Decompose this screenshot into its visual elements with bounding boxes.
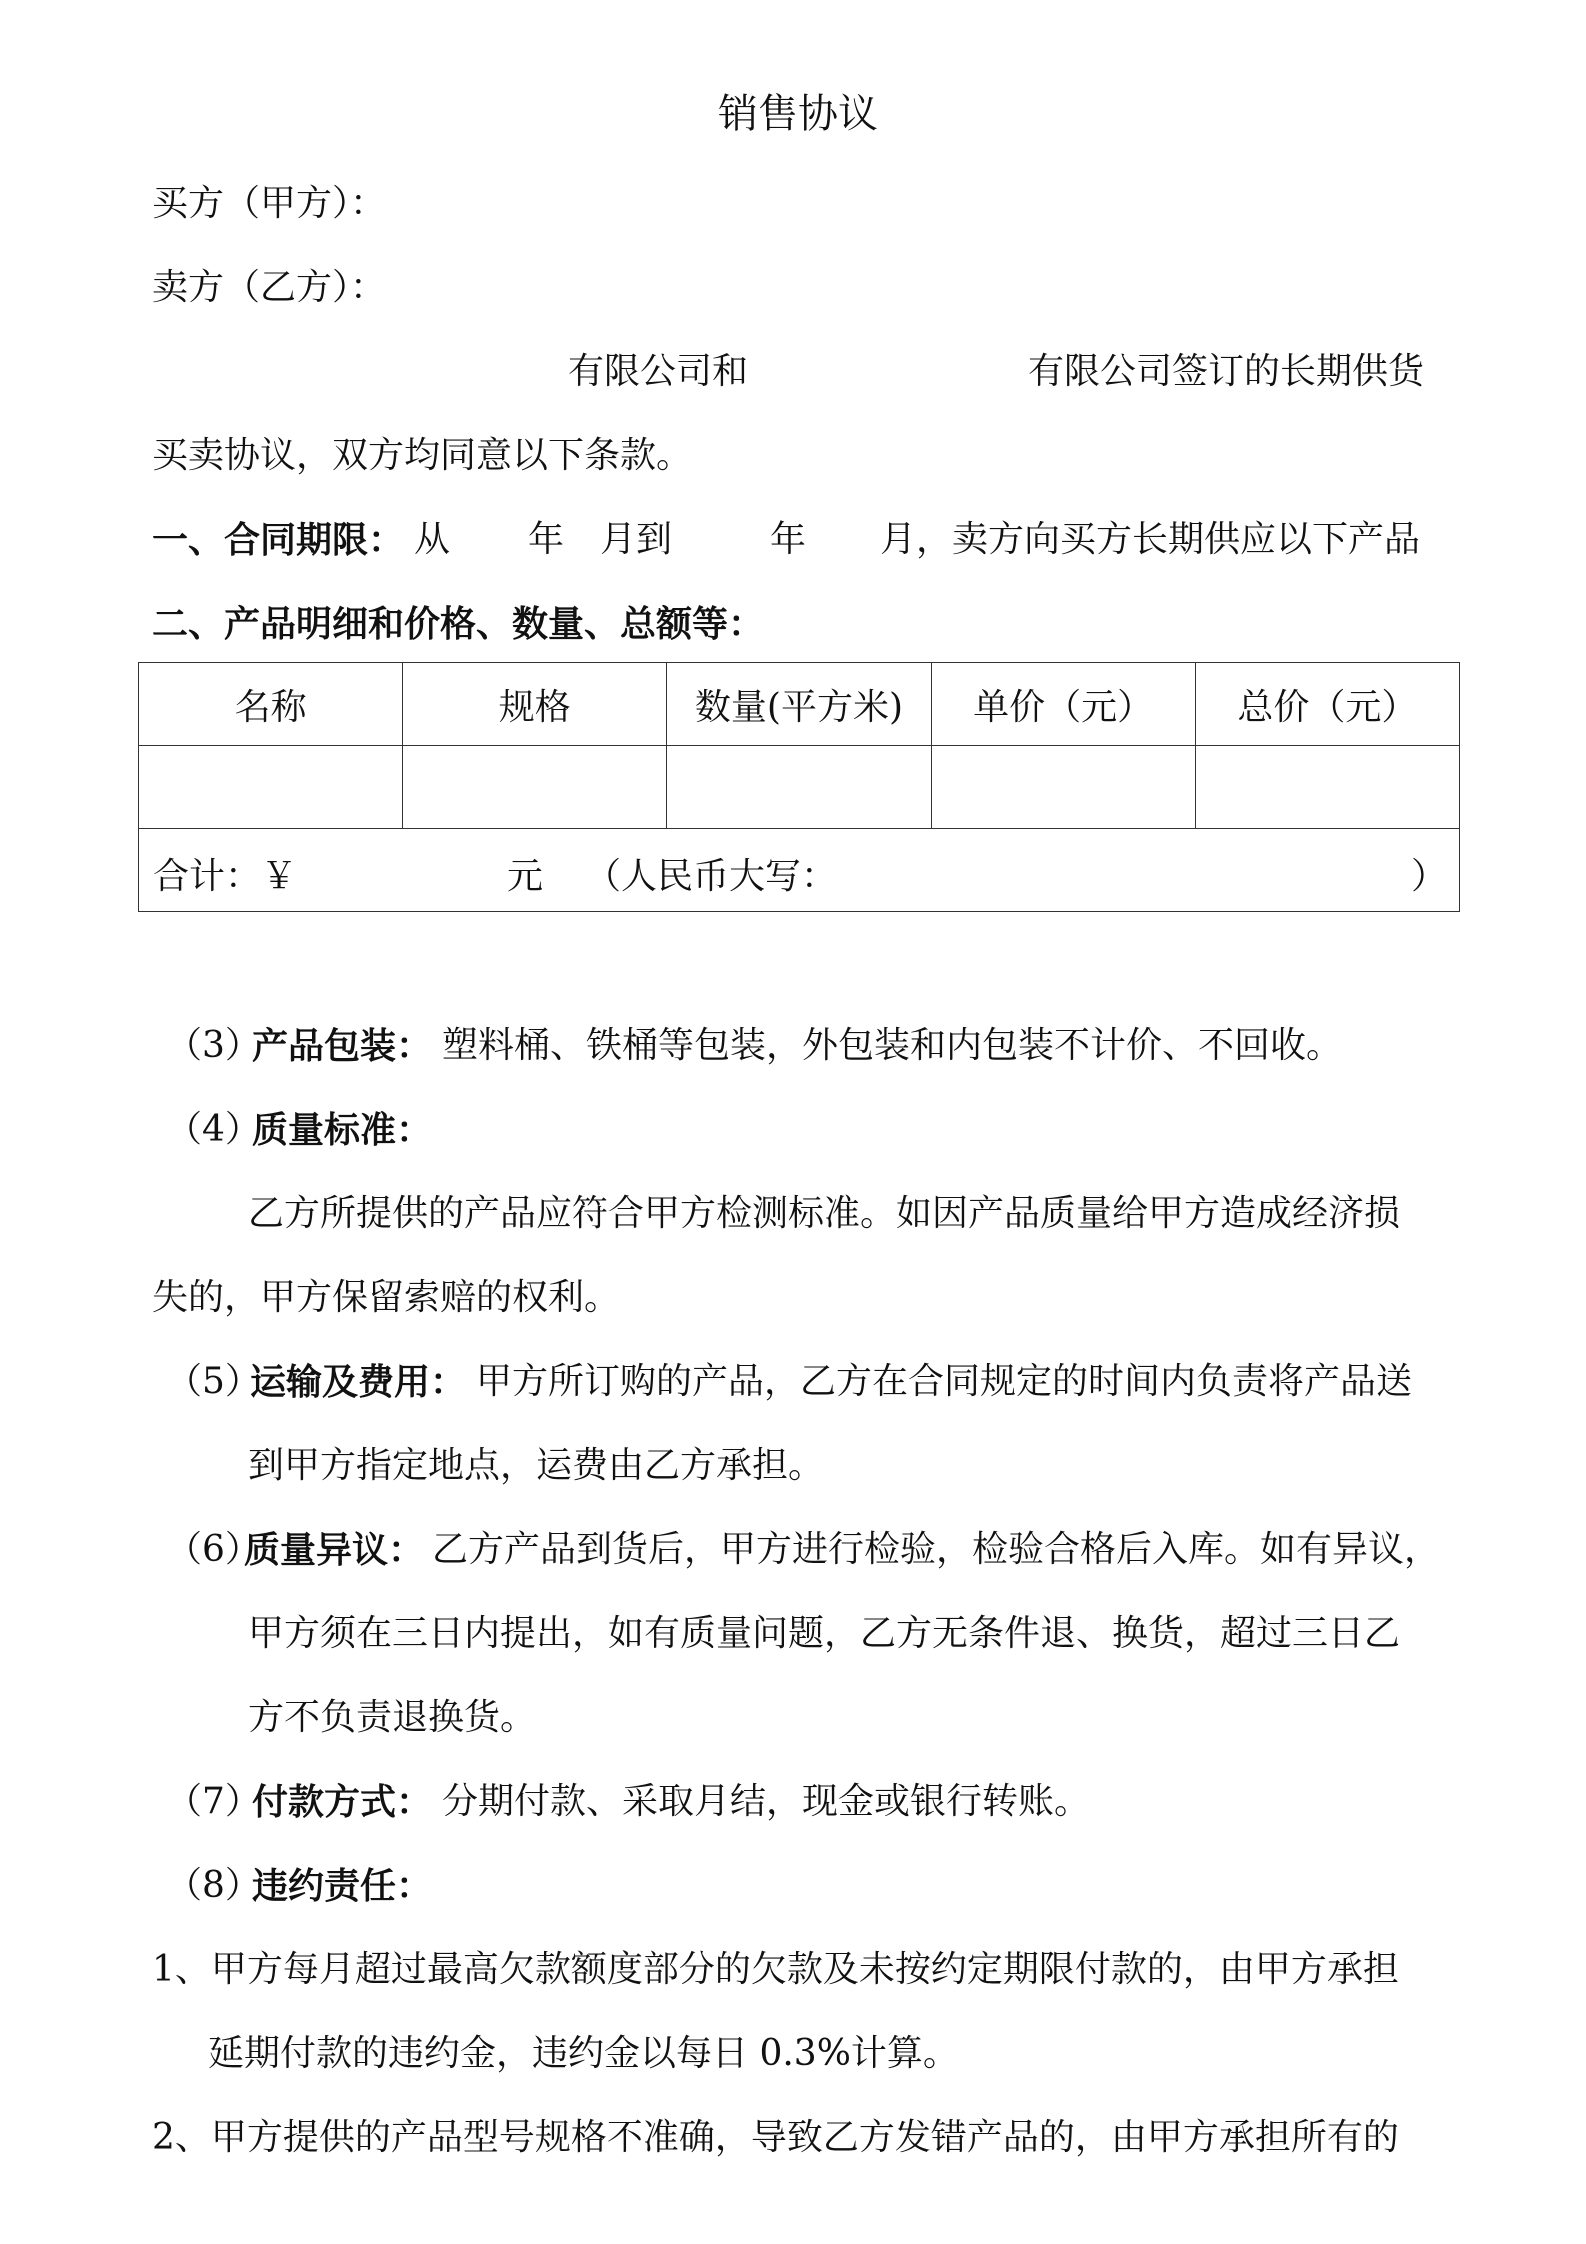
clause-4-line-2: 失的，甲方保留索赔的权利。 [152, 1277, 621, 1318]
term-from: 从 [414, 519, 451, 560]
term-rest: 月，卖方向买方长期供应以下产品 [880, 519, 1421, 560]
cell-total-price [1195, 746, 1459, 829]
table-row [139, 746, 1460, 829]
clause-3-text: 塑料桶、铁桶等包装，外包装和内包装不计价、不回收。 [442, 1025, 1343, 1066]
cell-name [139, 746, 403, 829]
clause-8-title: 违约责任： [252, 1865, 433, 1907]
clause-7-number: （7） [166, 1781, 261, 1822]
clause-6-number: （6） [166, 1529, 261, 1570]
buyer-label: 买方（甲方）： [152, 183, 387, 224]
header-unit-price: 单价（元） [931, 663, 1195, 746]
clause-6-line-1: 乙方产品到货后，甲方进行检验，检验合格后入库。如有异议， [432, 1529, 1441, 1570]
liability-2-line-1: 2、甲方提供的产品型号规格不准确，导致乙方发错产品的，由甲方承担所有的 [152, 2117, 1399, 2158]
term-month-to: 月到 [600, 519, 673, 560]
liability-1-line-1: 1、甲方每月超过最高欠款额度部分的欠款及未按约定期限付款的，由甲方承担 [152, 1949, 1399, 1990]
total-cell [139, 829, 1460, 912]
header-total-price: 总价（元） [1195, 663, 1459, 746]
clause-5-number: （5） [166, 1361, 261, 1402]
clause-3-title: 产品包装： [252, 1025, 433, 1067]
cell-unit-price [931, 746, 1195, 829]
table-total-row [139, 829, 1460, 912]
intro-text-3: 买卖协议，双方均同意以下条款。 [152, 435, 693, 476]
product-table [138, 662, 1460, 912]
intro-text-1: 有限公司和 [568, 351, 749, 392]
clause-4-title: 质量标准： [252, 1109, 433, 1151]
header-quantity: 数量(平方米) [667, 663, 931, 746]
rmb-close: ） [1411, 856, 1448, 897]
clause-7-title: 付款方式： [252, 1781, 433, 1823]
clause-6-line-2: 甲方须在三日内提出，如有质量问题，乙方无条件退、换货，超过三日乙 [248, 1613, 1401, 1654]
header-name: 名称 [139, 663, 403, 746]
clause-5-title: 运输及费用： [250, 1361, 467, 1403]
header-spec: 规格 [403, 663, 667, 746]
term-heading: 一、合同期限： [152, 519, 405, 561]
rmb-label: （人民币大写： [585, 856, 838, 897]
clause-5-line-2: 到甲方指定地点，运费由乙方承担。 [248, 1445, 825, 1486]
cell-spec [403, 746, 667, 829]
term-year-2: 年 [770, 519, 807, 560]
seller-label: 卖方（乙方）： [152, 267, 387, 308]
total-label: 合计：￥ [153, 856, 298, 897]
liability-1-line-2: 延期付款的违约金，违约金以每日 0.3%计算。 [208, 2033, 959, 2074]
intro-text-2: 有限公司签订的长期供货 [1028, 351, 1425, 392]
clause-5-line-1: 甲方所订购的产品，乙方在合同规定的时间内负责将产品送 [476, 1361, 1413, 1402]
clause-6-line-3: 方不负责退换货。 [248, 1697, 537, 1738]
products-heading: 二、产品明细和价格、数量、总额等： [152, 603, 765, 645]
clause-3-number: （3） [166, 1025, 261, 1066]
page-title: 销售协议 [718, 91, 878, 137]
total-unit: 元 [507, 856, 544, 897]
clause-4-number: （4） [166, 1109, 261, 1150]
table-header-row [139, 663, 1460, 746]
cell-quantity [667, 746, 931, 829]
clause-4-line-1: 乙方所提供的产品应符合甲方检测标准。如因产品质量给甲方造成经济损 [248, 1193, 1401, 1234]
clause-6-title: 质量异议： [244, 1529, 425, 1571]
term-year-1: 年 [528, 519, 565, 560]
clause-8-number: （8） [166, 1865, 261, 1906]
clause-7-text: 分期付款、采取月结，现金或银行转账。 [442, 1781, 1091, 1822]
